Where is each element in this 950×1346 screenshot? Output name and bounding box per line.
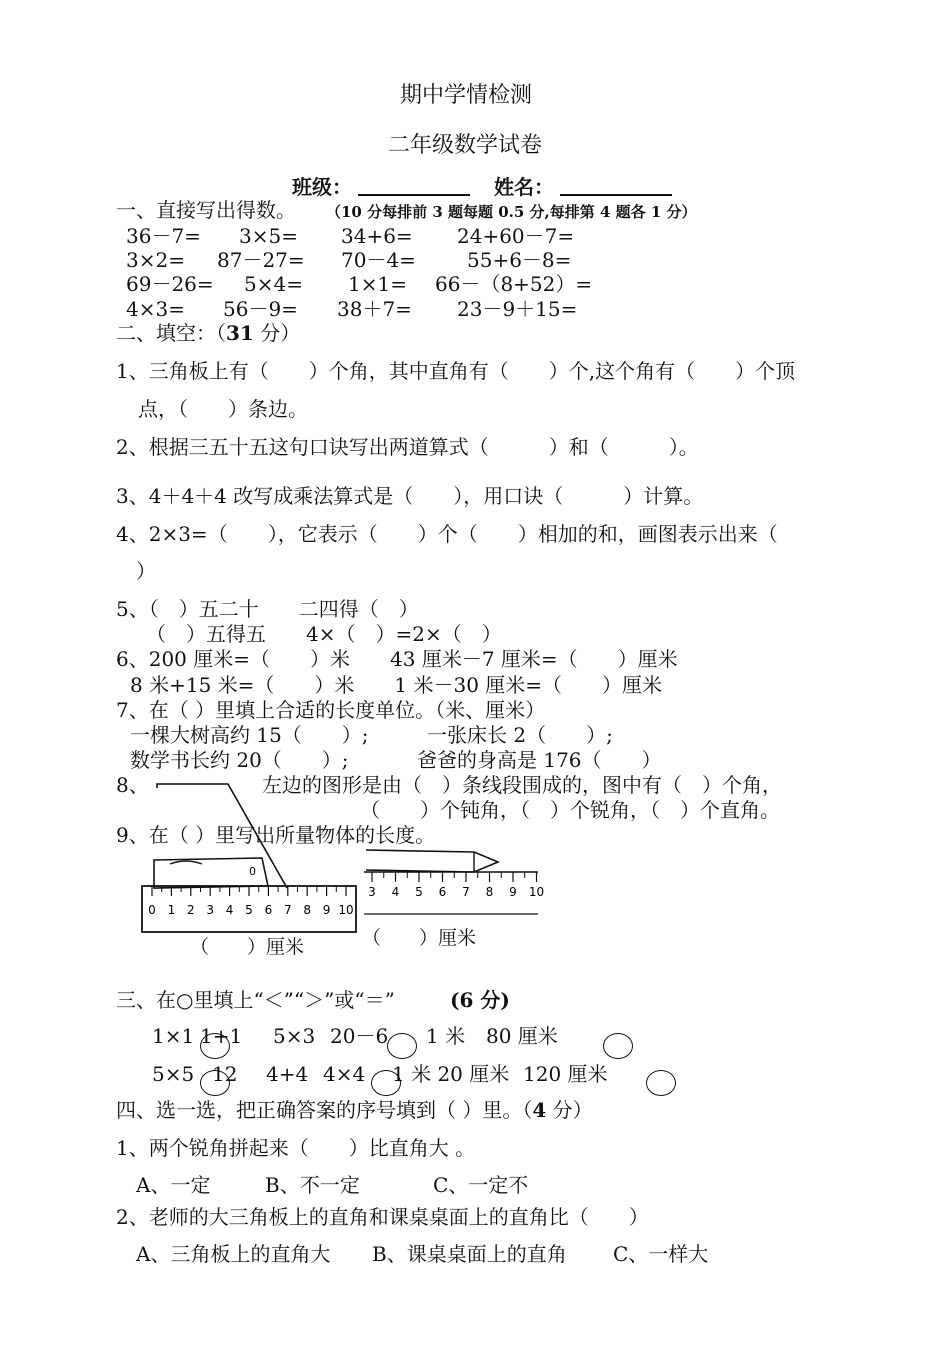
- ruler-2-tick-label: 7: [462, 885, 470, 899]
- s2-q8-line1: 左边的图形是由（ ）条线段围成的，图中有（ ）个角，: [262, 773, 782, 797]
- s1-q: 66－（8+52）=: [435, 272, 593, 296]
- pencil-shape: [366, 850, 498, 872]
- section1-score-note: （10 分每排前 3 题每题 0.5 分,每排第 4 题各 1 分）: [326, 203, 697, 221]
- section2-score: 31: [226, 321, 254, 345]
- s4-q1-option-c: C、一定不: [433, 1173, 529, 1197]
- ruler-2-tick-label: 6: [438, 885, 447, 899]
- s3-item: 1 米 20 厘米: [392, 1062, 510, 1086]
- compare-circle-1[interactable]: [200, 1033, 230, 1059]
- ruler-2-figure: [362, 846, 545, 922]
- s3-item: 5×5: [152, 1062, 195, 1086]
- ruler-2-tick-label: 9: [509, 885, 517, 899]
- ruler-2-tick-label: 3: [368, 885, 376, 899]
- ruler-1-tick-label: 1: [167, 903, 176, 917]
- s3-item: 1×1: [152, 1024, 195, 1048]
- s1-q: 4×3=: [126, 297, 185, 321]
- s4-q2-option-b: B、课桌桌面上的直角: [372, 1242, 567, 1266]
- s3-item: 4+4: [266, 1062, 309, 1086]
- s2-q7: 7、在（ ）里填上合适的长度单位。（米、厘米）: [116, 698, 546, 722]
- s1-q: 38＋7=: [337, 297, 412, 321]
- section4-title: 四、选一选，把正确答案的序号填到（ ）里。（: [116, 1098, 533, 1122]
- page-subtitle: 二年级数学试卷: [388, 133, 543, 158]
- ruler-1-tick-label: 3: [206, 903, 215, 917]
- s1-q: 87－27=: [217, 248, 305, 272]
- ruler-1-tick-label: 8: [303, 903, 312, 917]
- s1-q: 1×1=: [348, 272, 407, 296]
- section1-heading: 一、直接写出得数。: [116, 198, 296, 222]
- s2-q8-line2: （ ）个钝角，（ ）个锐角，（ ）个直角。: [360, 798, 780, 822]
- s2-q1-cont: 点，（ ）条边。: [138, 397, 308, 421]
- s1-q: 3×5=: [239, 224, 298, 248]
- ruler-2-tick-label: 5: [415, 885, 423, 899]
- section3-heading: 三、在○里填上“＜”“＞”或“＝”: [116, 988, 395, 1012]
- s1-q: 3×2=: [126, 248, 185, 272]
- page-title: 期中学情检测: [400, 83, 533, 108]
- ruler-2-answer: （ ）厘米: [362, 927, 477, 949]
- s4-q2-option-a: A、三角板上的直角大: [136, 1242, 331, 1266]
- section4-score-unit: 分）: [546, 1098, 593, 1122]
- section2-title: 二、填空：（: [116, 321, 226, 345]
- s3-item: 20－6: [330, 1024, 389, 1048]
- compare-circle-5[interactable]: [371, 1070, 401, 1096]
- s1-q: 69－26=: [126, 272, 214, 296]
- s4-q2-option-c: C、一样大: [613, 1242, 709, 1266]
- s2-q1: 1、三角板上有（ ）个角，其中直角有（ ）个,这个角有（ ）个顶: [116, 359, 796, 383]
- s1-q: 5×4=: [244, 272, 303, 296]
- s3-item: 120 厘米: [523, 1062, 608, 1086]
- s2-q7b: 一张床长 2（ ）;: [427, 723, 613, 747]
- s3-item: 5×3: [273, 1024, 316, 1048]
- ruler-2-tick-label: 4: [391, 885, 400, 899]
- s2-q7d: 爸爸的身高是 176（ ）: [417, 748, 662, 772]
- section2-score-unit: 分）: [253, 321, 301, 345]
- s3-item: 80 厘米: [486, 1024, 558, 1048]
- ruler-1-figure: [140, 850, 362, 940]
- s1-q: 34+6=: [341, 224, 413, 248]
- s1-q: 55+6－8=: [467, 248, 572, 272]
- eraser-mark: 0: [249, 865, 256, 878]
- s2-q4-cont: ）: [136, 559, 156, 583]
- compare-circle-6[interactable]: [646, 1070, 676, 1096]
- ruler-1-tick-label: 5: [245, 903, 253, 917]
- s2-q7c: 数学书长约 20（ ）;: [130, 748, 349, 772]
- s2-q6-cont: 8 米+15 米=（ ）米 1 米－30 厘米=（ ）厘米: [130, 673, 663, 697]
- s4-q1-option-a: A、一定: [136, 1173, 211, 1197]
- ruler-1-tick-label: 4: [225, 903, 234, 917]
- s1-q: 23－9＋15=: [457, 297, 578, 321]
- ruler-2-tick-label: 10: [528, 885, 545, 899]
- ruler-2-tick-label: 8: [485, 885, 494, 899]
- s3-item: 1 米: [426, 1024, 466, 1048]
- section4-heading: [116, 1098, 593, 1122]
- s3-item: 4×4: [323, 1062, 366, 1086]
- s3-item: 1+1: [200, 1024, 243, 1048]
- s2-q4: 4、2×3=（ ），它表示（ ）个（ ）相加的和，画图表示出来（: [116, 522, 778, 546]
- s2-q9: 9、在（ ）里写出所量物体的长度。: [116, 823, 436, 847]
- name-label: 姓名：: [494, 175, 554, 199]
- ruler-1-tick-label: 10: [338, 903, 354, 917]
- compare-circle-2[interactable]: [387, 1033, 417, 1059]
- s2-q3: 3、4＋4＋4 改写成乘法算式是（ ），用口诀（ ）计算。: [116, 484, 704, 508]
- s2-q2: 2、根据三五十五这句口诀写出两道算式（ ）和（ ）。: [116, 435, 699, 459]
- s4-q1: 1、两个锐角拼起来（ ）比直角大 。: [116, 1136, 476, 1160]
- s4-q2: 2、老师的大三角板上的直角和课桌桌面上的直角比（ ）: [116, 1205, 649, 1229]
- compare-circle-4[interactable]: [200, 1070, 230, 1096]
- s2-q6: 6、200 厘米=（ ）米 43 厘米－7 厘米=（ ）厘米: [116, 647, 678, 671]
- s2-q5-cont: （ ）五得五 4×（ ）=2×（ ）: [146, 622, 502, 646]
- ruler-1-tick-label: 0: [148, 903, 156, 917]
- s4-q1-option-b: B、不一定: [265, 1173, 360, 1197]
- s2-q8: 8、: [116, 773, 149, 797]
- ruler-1-tick-label: 6: [264, 903, 273, 917]
- section4-score: 4: [532, 1098, 547, 1122]
- s1-q: 70－4=: [341, 248, 416, 272]
- s3-item: 12: [212, 1062, 238, 1086]
- s1-q: 56－9=: [223, 297, 298, 321]
- s1-q: 24+60－7=: [457, 224, 575, 248]
- section3-score: (6 分): [450, 988, 510, 1012]
- s1-q: 36－7=: [126, 224, 201, 248]
- ruler-1-tick-label: 2: [186, 903, 195, 917]
- compare-circle-3[interactable]: [603, 1033, 633, 1059]
- ruler-1-tick-label: 9: [322, 903, 331, 917]
- class-label: 班级：: [292, 175, 352, 199]
- s2-q7a: 一棵大树高约 15（ ）;: [130, 723, 369, 747]
- ruler-1-tick-label: 7: [283, 903, 292, 917]
- s2-q5: 5、（ ）五二十 二四得（ ）: [116, 597, 419, 621]
- ruler-1-answer: （ ）厘米: [190, 936, 305, 958]
